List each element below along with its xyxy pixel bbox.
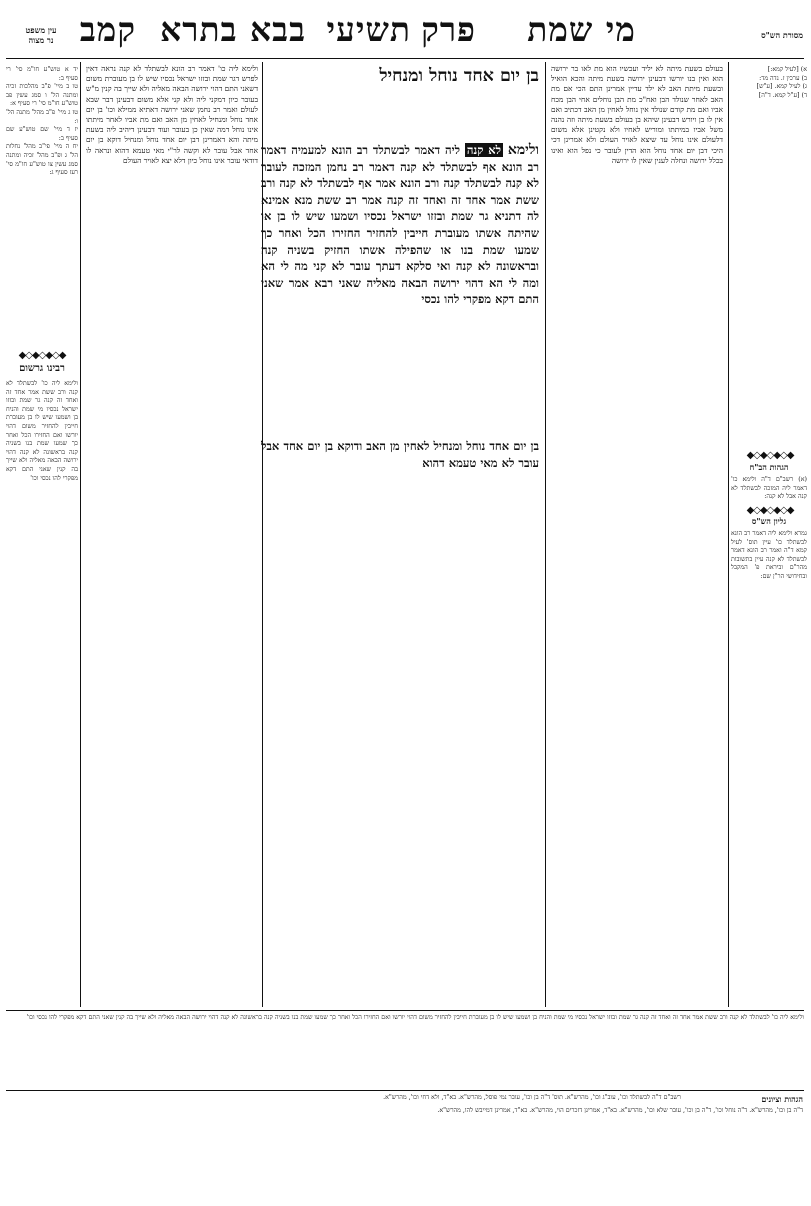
masoret-header-label: מסורת הש"ס bbox=[761, 30, 803, 40]
right-margin-rule bbox=[728, 62, 729, 1007]
gemara-main: ליה דאמר לבשתלד רב הונא למעמיה דאמר רב הונא אף לבשתלד לא קנה דאמר רב נחמן המזכה לעובר לא קנה לבשתלד קנה ורב הונא אמר אף לבשתלד לא קנה ורב ששת אמר אחד זה ואחד זה קנה אמר רב ששת מנא אמינא לה דתניא גר שמת ובזזו ישראל נכסיו ושמעו שיש לו בן או שהיתה אשתו מעוברת חייבין להחזיר החזירו הכל ואחר כך שמעו שמת בנו או שהפילה אשתו החזיק בשניה קנה ובראשונה לא קנה ואי סלקא דעתך עובר לא קני מה לי הא ומה לי הא דהוי ירושה הבאה מאליה שאני רבא אמר שאני התם דקא מפקרי להו נכסי bbox=[261, 143, 539, 307]
gemara-opening-word: ולימא bbox=[507, 142, 539, 158]
gilyon-label: גליון הש"ס bbox=[751, 516, 787, 526]
ein-mishpat-line: טו ב מיי' פ"ב מהלכות זכיה ומתנה הל' ו סמג עשין פב טוש"ע חו"מ סי' רי סעיף א: bbox=[6, 83, 78, 108]
rabbeinu-gershom-label: רבינו גרשום bbox=[19, 363, 65, 374]
tractate-name: בבא בתרא bbox=[160, 10, 306, 49]
gemara-text bbox=[261, 142, 539, 432]
haggahot-vetziyunim-text-2: ד"ה בן וכו', מהרש"א. ד"ה נוחל וכו', ד"ה בן וכו', עובר שלא וכו', מהרש"א. בא"ד, אמרינן דזכרים הוי, מהרש"א. בא"ד, אמרינן דמייבש להו, מהרש"א. bbox=[437, 1107, 803, 1114]
footer-rule-2 bbox=[6, 1090, 804, 1091]
gemara-highlight: לא קנה bbox=[466, 143, 502, 157]
gilyon-ornament: ◆◇◆◇◆◇◆ bbox=[746, 505, 794, 516]
footer-rule bbox=[6, 1010, 804, 1011]
rashi-commentary: בעולם בשעת מיתה לא יליד ועכשיו הוא מת לאו בר ירושה הוא ואין בנו יורשו דבעינן ירושה בשעת מיתה והכא הואיל ובשעת מיתת האב לא ילד עדיין אמרינן התם הכי אם מת האב לאחר שנולד הבן ואח"כ מת הבן נוחלים אחי הבן מכח אביו ואם מת קודם שנולד אין נוחל לאחין מן האב דכתיב ואם אין לו בן ויורש דבעינן שיהא בן בעולם בשעת מיתה וזה נהנה משל אביו במיתתו ומוריש לאחיו ולא נקטינן אלא משום דלעולם אינו נוחל עד שיצא לאויר העולם ולא אמרינן דכי היכי דבן יום אחד נוחל הוא הדין לעובר כי נפל הוא ואינו בכלל ירושה ונחלה לענין שאין לו ירושה bbox=[551, 64, 723, 165]
ein-mishpat-line: יד א טוש"ע חו"מ סי' רי סעיף ב: bbox=[6, 66, 78, 82]
chapter-label: פרק bbox=[421, 10, 476, 49]
ein-mishpat bbox=[6, 66, 78, 346]
gershom-ornament: ◆◇◆◇◆◇◆ bbox=[18, 350, 66, 361]
header-rule bbox=[6, 58, 804, 59]
mishnah-heading: בן יום אחד נוחל ומנחיל bbox=[379, 66, 539, 86]
masoret-line: ג) לעיל קמא. [ע"ש] bbox=[756, 83, 807, 91]
left-margin-rule bbox=[80, 62, 81, 1007]
masoret-line: ב) ערכין ז. נדה מד: bbox=[759, 74, 807, 82]
page-header bbox=[0, 0, 811, 60]
rabbeinu-gershom-text: ולימא ליה כו' לבשתלד לא קנה ורב ששת אמר אחד זה ואחד זה קנה גר שמת ובזזו ישראל נכסיו מי שמת והניח בן ושמעו שיש לו בן מעוברת חייבין להחזיר משום דהוי יורשו ואם החזירו הכל ואחר כך שמעו שמת בנו בשניה קנה בראשונה לא קנה דהוי ירושה הבאה מאליה ולא שייך בה קנין שאני התם דקא מפקרי להו נכסי וכו' bbox=[6, 380, 78, 482]
masoret-line: ד) [ע"ל קמא. ד"ה] bbox=[758, 91, 807, 99]
footer-notes-block bbox=[6, 1014, 804, 1084]
gilyon-text: גמרא ולימא ליה דאמר רב הונא לבשתלד כו' עיין תוס' לעיל קמא ד"ה ואמר רב הונא דאמר לבשתלד לא קנה עיין בתשובות מהר"ם וביראת פ' המקבל ובחידושי הר"ן שם: bbox=[731, 530, 807, 580]
tosafot-commentary: ולימא ליה כו' דאמר רב הונא לבשתלד לא קנה נראה דאין לפרש דגר שמת ובזזו ישראל נכסיו שיש לו בן מעוברת משום דשאני התם דהוי ירושה הבאה מאליה ולא שייך בה קנין מ"ש בעובר כיון דמקני ליה ולא קני אלא משום דבעינן דבר שבא לעולם ואמר רב נחמן שאני ירושה דאתיא ממילא וכו' בן יום אחד נוחל ומנחיל לאחין מן האב ואם מת אביו לאחר מיתתו אינו נוחל דמה שאין כן בעובר ועוד דבעינן דיהיב ליה בשעת מיתה והא דאמרינן דבן יום אחד נוחל ומנחיל דוקא בן יום אחד אבל עובר לא וקשה לר"י מאי טעמא דהוא ונראה לו דודאי עובר אינו נוחל כיון דלא יצא לאויר העולם bbox=[86, 64, 258, 165]
haggahot-ornament: ◆◇◆◇◆◇◆ bbox=[746, 450, 794, 461]
masoret-hashas bbox=[731, 66, 807, 121]
mishnah-title: מי שמת bbox=[527, 10, 636, 49]
haggahot-vetziyunim-label: הגהות וציונים bbox=[761, 1094, 803, 1104]
haggahot-vetziyunim-text-1: רשב"ם ד"ה לבשתלד וכו', עוב"ג וכו', מהרש"א. תוס' ד"ה בן וכו', עובר נמי פוסל, מהרש"א. בא"ד, ולא דחי וכו', מהרש"א. bbox=[383, 1094, 681, 1101]
footer-notes: ולימא ליה כו' לבשתלד לא קנה ורב ששת אמר אחד זה ואחד זה קנה גר שמת ובזזו ישראל נכסיו מי שמת והניח בן ושמעו שיש לו בן מעוברת חייבין להחזיר משום דהוי יורשו ואם החזירו הכל ואחר כך שמעו שמת בנו בשניה קנה בראשונה לא קנה דהוי ירושה הבאה מאליה ולא שייך בה קנין שאני התם דקא מפקרי להו נכסי וכו' bbox=[26, 1014, 804, 1021]
inner-right-rule bbox=[545, 62, 546, 1007]
haggahot-label: הגהות הב"ח bbox=[749, 462, 789, 472]
gemara-continuation: בן יום אחד נוחל ומנחיל לאחין מן האב ודוקא בן יום אחד אבל עובר לא מאי טעמא דהוא bbox=[261, 439, 539, 470]
ein-mishpat-header-label: עין משפט נר מצוה bbox=[25, 25, 57, 45]
chapter-number: תשיעי bbox=[326, 10, 411, 49]
masoret-line: א) [לעיל קמא:] bbox=[767, 66, 807, 73]
ein-mishpat-line: יח ה מיי' פי"ב מהל' נחלות הל' ג ופ"ב מהל' זכיה ומתנה סמג עשין צו טוש"ע חו"מ סי' רעז סעיף ג: bbox=[6, 143, 78, 177]
page-number: קמב bbox=[79, 10, 136, 49]
ein-mishpat-line: יז ד מיי' שם טוש"ע שם סעיף ב: bbox=[6, 126, 78, 142]
haggahot-text: (א) רשב"ם ד"ה ולימא כו' דאמר ליה המזכה לבשתלד לא קנה אבל לא קנה: bbox=[731, 476, 807, 501]
ein-mishpat-line: טז ג מיי' פ"ב מהל' מתנה הל' ו: bbox=[6, 108, 78, 125]
